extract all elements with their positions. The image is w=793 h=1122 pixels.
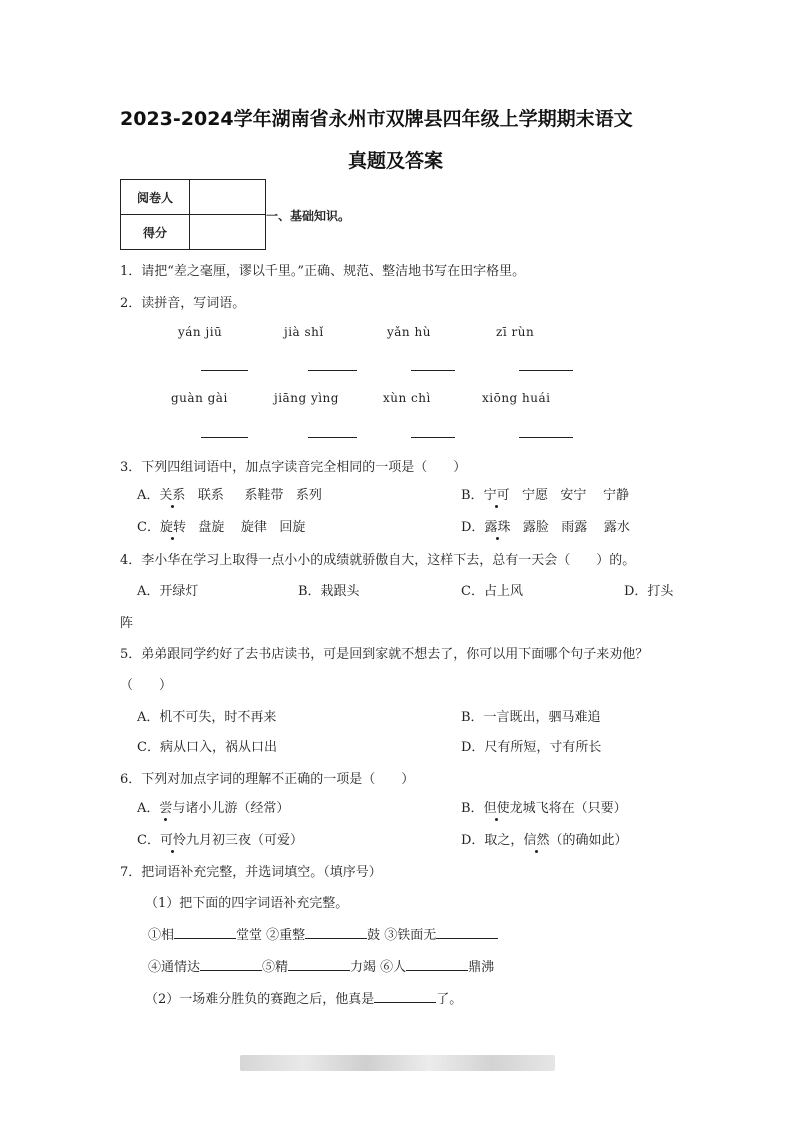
answer-line[interactable] [308,370,357,371]
dotted-word: 可怜 [160,829,186,848]
idiom-text: ⑤精 [262,960,289,975]
question-7-sub2 [145,988,462,1007]
idiom-row-1 [148,924,498,943]
option-4d-continued: 阵 [120,616,134,631]
idiom-text: 力竭 ⑥人 [350,960,407,975]
score-cell[interactable] [190,215,266,250]
fill-blank[interactable] [305,925,367,939]
option-5a[interactable]: A．机不可失，时不再来 [137,710,277,725]
question-4: 4．李小华在学习上取得一点小小的成绩就骄傲自大，这样下去，总有一天会（ ）的。 [120,553,636,568]
dotted-word: 宁可 [484,484,510,503]
answer-line[interactable] [201,437,248,438]
document-title-line1: 2023-2024学年湖南省永州市双牌县四年级上学期期末语文 [120,108,633,130]
idiom-text: 鼓 ③铁面无 [367,928,437,943]
option-6b[interactable] [461,797,627,816]
option-6d[interactable] [461,829,627,848]
option-3d[interactable] [461,516,630,535]
dotted-word: 信然 [523,829,549,848]
fill-blank[interactable] [174,925,236,939]
question-5: 5．弟弟跟同学约好了去书店读书，可是回到家就不想去了，你可以用下面哪个句子来劝他？ [120,647,649,662]
pinyin-2: jià shǐ [284,325,324,339]
pinyin-3: yǎn hù [387,325,431,339]
dotted-word: 露珠 [484,516,510,535]
fill-blank[interactable] [436,925,498,939]
word: 盘旋 [198,520,225,535]
option-text: 与诸小儿游（经常） [172,801,290,816]
pinyin-7: xùn chì [383,391,431,405]
word: 露水 [603,520,630,535]
pinyin-1: yán jiū [178,325,223,339]
fill-blank[interactable] [374,989,436,1003]
word: 安宁 [560,488,587,503]
option-5c[interactable]: C．病从口入，祸从口出 [137,740,277,755]
answer-line[interactable] [411,437,455,438]
idiom-text: ④通情达 [148,960,201,975]
option-letter: B． [461,488,484,503]
pinyin-6: jiāng yìng [274,391,339,405]
question-2: 2．读拼音，写词语。 [120,296,246,311]
pinyin-5: guàn gài [171,391,228,405]
dotted-word: 旋转 [160,516,186,535]
idiom-text: 堂堂 ②重整 [236,928,306,943]
reviewer-cell[interactable] [190,180,266,215]
word: 系鞋带 [244,488,284,503]
option-6a[interactable] [137,797,289,816]
option-6c[interactable] [137,829,303,848]
option-3b[interactable] [461,484,629,503]
pinyin-8: xiōng huái [482,391,551,405]
word: 露脸 [522,520,549,535]
option-letter: D．取之， [461,833,524,848]
question-7-sub1: （1）把下面的四字词语补充完整。 [145,896,349,911]
score-table [120,179,266,250]
question-7: 7．把词语补充完整，并选词填空。（填序号） [120,865,382,880]
section-heading: 一、基础知识。 [266,209,351,223]
question-3: 3．下列四组词语中，加点字读音完全相同的一项是（ ） [120,460,467,475]
fill-blank[interactable] [406,957,468,971]
option-letter: B． [461,801,484,816]
fill-blank[interactable] [200,957,262,971]
answer-line[interactable] [201,370,248,371]
idiom-text: 鼎沸 [468,960,495,975]
word: 宁愿 [521,488,548,503]
word: 宁静 [602,488,629,503]
option-5d[interactable]: D．尺有所短，寸有所长 [461,740,602,755]
word: 回旋 [279,520,306,535]
option-text: （的确如此） [549,833,628,848]
answer-line[interactable] [411,370,455,371]
option-4a[interactable]: A．开绿灯 [137,584,199,599]
word: 旋律 [240,520,267,535]
option-letter: A． [137,801,160,816]
option-letter: A． [137,488,160,503]
sentence-text: （2）一场难分胜负的赛跑之后，他真是 [145,992,375,1007]
fill-blank[interactable] [288,957,350,971]
option-3a[interactable] [137,484,322,503]
sentence-text: 了。 [436,992,463,1007]
idiom-row-2 [148,956,494,975]
score-label: 得分 [121,215,190,250]
blurred-footer [240,1055,555,1071]
option-4d[interactable]: D．打头 [624,584,674,599]
option-letter: C． [137,520,160,535]
option-text: 九月初三夜（可爱） [185,833,303,848]
option-4b[interactable]: B．栽跟头 [298,584,360,599]
pinyin-4: zī rùn [496,325,535,339]
option-letter: C． [137,833,160,848]
option-letter: D． [461,520,485,535]
answer-line[interactable] [308,437,357,438]
dotted-word: 尝 [159,797,172,816]
reviewer-label: 阅卷人 [121,180,190,215]
word: 联系 [197,488,224,503]
word: 雨露 [561,520,588,535]
option-5b[interactable]: B．一言既出，驷马难追 [461,710,601,725]
question-1: 1．请把“差之毫厘，谬以千里。”正确、规范、整洁地书写在田字格里。 [120,264,526,279]
option-4c[interactable]: C．占上风 [461,584,523,599]
answer-line[interactable] [519,370,573,371]
dotted-word: 但使 [484,797,510,816]
dotted-word: 关系 [159,484,185,503]
idiom-text: ①相 [148,928,175,943]
question-6: 6．下列对加点字词的理解不正确的一项是（ ） [120,772,415,787]
word: 系列 [295,488,322,503]
option-3c[interactable] [137,516,305,535]
question-5-paren: （ ） [120,678,173,693]
document-title-line2: 真题及答案 [348,150,444,172]
option-text: 龙城飞将在（只要） [509,801,627,816]
answer-line[interactable] [519,437,573,438]
